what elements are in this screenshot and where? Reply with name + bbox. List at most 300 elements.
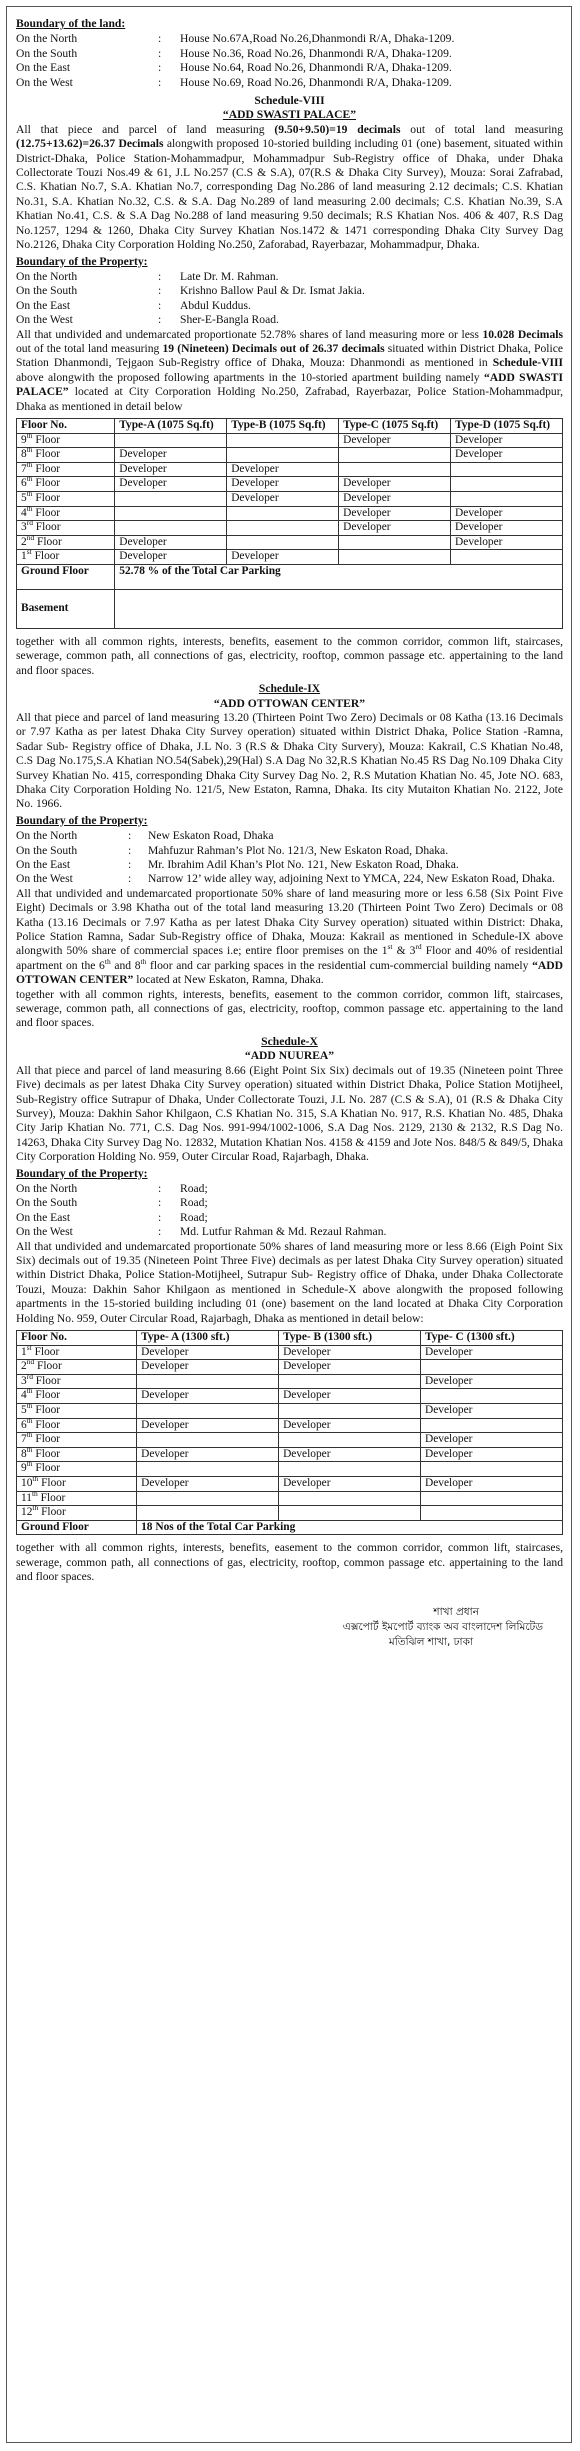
- column-header: Type-D (1075 Sq.ft): [451, 418, 563, 433]
- floor-label: [17, 1503, 137, 1521]
- allocation-cell: Developer: [227, 477, 339, 492]
- floor-row: [17, 1403, 563, 1418]
- floor-label: [17, 1357, 137, 1375]
- document-page: [6, 6, 572, 2443]
- floor-ordinal-suffix: th: [26, 445, 33, 455]
- allocation-cell: Developer: [115, 448, 227, 463]
- boundary-colon: :: [158, 1181, 162, 1195]
- allocation-cell: Developer: [451, 521, 563, 536]
- floor-word: Floor: [32, 462, 61, 475]
- allocation-cell: [451, 491, 563, 506]
- superscript: st: [387, 942, 393, 952]
- floor-word: Floor: [32, 433, 61, 446]
- boundary-value: New Eskaton Road, Dhaka: [148, 829, 274, 843]
- boundary-colon: :: [158, 284, 162, 298]
- floor-word: Floor: [32, 1447, 61, 1460]
- boundary-direction: On the East: [16, 61, 71, 75]
- allocation-cell: Developer: [279, 1476, 421, 1491]
- signature-block: [16, 1605, 563, 1650]
- allocation-cell: Developer: [451, 448, 563, 463]
- superscript: rd: [415, 942, 422, 952]
- allocation-cell: [279, 1433, 421, 1448]
- floor-word: Floor: [32, 1389, 61, 1402]
- allocation-cell: Developer: [115, 462, 227, 477]
- floor-label: [17, 1371, 137, 1389]
- ground-floor-label: Ground Floor: [17, 564, 115, 589]
- text-span: floor and car parking spaces in the residential cum-commercial building namely: [146, 958, 533, 972]
- allocation-cell: Developer: [227, 550, 339, 565]
- boundary-direction: On the South: [16, 843, 78, 857]
- boundary-direction: On the North: [16, 1181, 78, 1195]
- allocation-cell: [279, 1462, 421, 1477]
- schedule-viii-title: Schedule-VIII: [254, 94, 325, 108]
- text-span: and 8: [110, 958, 141, 972]
- column-header: Floor No.: [17, 418, 115, 433]
- floor-number: 2: [21, 1360, 27, 1373]
- floor-number: 5: [21, 1403, 27, 1416]
- floor-row: [17, 448, 563, 463]
- branch-name: মতিঝিল শাখা, ঢাকা: [388, 1635, 473, 1648]
- allocation-cell: Developer: [227, 491, 339, 506]
- floor-row: [17, 550, 563, 565]
- allocation-cell: Developer: [227, 462, 339, 477]
- floor-row: [17, 1389, 563, 1404]
- boundary-colon: :: [158, 61, 162, 75]
- allocation-cell: Developer: [421, 1476, 563, 1491]
- floor-ordinal-suffix: th: [32, 1503, 39, 1513]
- boundary-value: Road;: [180, 1181, 208, 1195]
- boundary-row: [16, 829, 563, 843]
- column-header: Type-B (1075 Sq.ft): [227, 418, 339, 433]
- floor-number: 7: [21, 462, 27, 475]
- floor-ordinal-suffix: th: [31, 1488, 38, 1498]
- schedule-viii-property-heading: Boundary of the Property:: [16, 254, 148, 268]
- bold-span: (9.50+9.50)=19 decimals: [274, 122, 401, 136]
- floor-ordinal-suffix: th: [26, 1444, 33, 1454]
- allocation-cell: [137, 1374, 279, 1389]
- boundary-direction: On the North: [16, 829, 78, 843]
- allocation-cell: [339, 462, 451, 477]
- boundary-direction: On the South: [16, 1196, 78, 1210]
- boundary-colon: :: [158, 46, 162, 60]
- text-span: All that undivided and undemarcated proportionate 52.78% shares of land measuring more or less: [16, 327, 483, 341]
- allocation-cell: [421, 1418, 563, 1433]
- boundary-row: [16, 872, 563, 886]
- allocation-cell: [421, 1389, 563, 1404]
- bold-span: Schedule-VIII: [492, 356, 563, 370]
- boundary-direction: On the East: [16, 858, 71, 871]
- allocation-cell: [137, 1462, 279, 1477]
- floor-number: 9: [21, 433, 27, 446]
- allocation-cell: Developer: [421, 1374, 563, 1389]
- allocation-cell: Developer: [421, 1447, 563, 1462]
- floor-word: Floor: [32, 1403, 61, 1416]
- allocation-cell: [115, 506, 227, 521]
- boundary-value: Road;: [180, 1196, 208, 1210]
- floor-row: [17, 433, 563, 448]
- schedule-x-property-heading: Boundary of the Property:: [16, 1166, 148, 1180]
- floor-number: 7: [21, 1433, 27, 1446]
- allocation-cell: [137, 1506, 279, 1521]
- floor-number: 5: [21, 491, 27, 504]
- boundary-value: Road;: [180, 1210, 208, 1224]
- allocation-cell: Developer: [137, 1389, 279, 1404]
- allocation-cell: Developer: [137, 1418, 279, 1433]
- allocation-cell: [451, 462, 563, 477]
- boundary-colon: :: [158, 298, 162, 312]
- boundary-colon: :: [158, 32, 162, 46]
- floor-ordinal-suffix: nd: [26, 1357, 35, 1367]
- schedule-viii-land-paragraph: [16, 123, 563, 253]
- floor-word: Floor: [34, 1360, 62, 1373]
- boundary-colon: :: [158, 75, 162, 89]
- allocation-cell: Developer: [421, 1433, 563, 1448]
- boundary-colon: :: [158, 1225, 162, 1239]
- floor-number: 8: [21, 448, 27, 461]
- allocation-cell: [279, 1491, 421, 1506]
- schedule-ix-land-paragraph: All that piece and parcel of land measuring 13.20 (Thirteen Point Two Zero) Decimals or 08 Katha (13.16 Decimals or 7.97 Katha as per latest Dhaka City Survey operation) situated within District Dhaka, Police Station -Ramna, Sadar Sub- Registry office of Dhaka, J.L No. 3 (R.S & Dhaka City Survery), Mouza: Kakrail, C.S Khatian No.48, C.S Dag No.175,S.A Khatian NO.54(Sabek),29(Hal) S.A Dag No 32,R.S Khatian No.45 RS Dag No.109 Dhaka City Survey Khatian No. 415, corresponding Dhaka City Survey Dag No. 2, R.S Mutation Khatian No. 45, Jote NO. 683, Dhaka City Corporation Holding No. 121/5, New Estaton, Ramna, Dhaka. Its city Mutaiton Khatian No. 2122, Jote No. 1966.: [16, 710, 563, 811]
- allocation-cell: [279, 1506, 421, 1521]
- basement-row: [17, 589, 563, 628]
- floor-label: [17, 547, 115, 565]
- boundary-row: [16, 299, 563, 313]
- floor-number: 8: [21, 1447, 27, 1460]
- schedule-ix-property-heading: Boundary of the Property:: [16, 813, 148, 827]
- floor-row: [17, 1462, 563, 1477]
- text-span: All that piece and parcel of land measuring: [16, 122, 275, 136]
- boundary-row: [16, 1211, 563, 1225]
- floor-row: [17, 1345, 563, 1360]
- allocation-cell: Developer: [339, 521, 451, 536]
- boundary-colon: :: [128, 858, 132, 871]
- land-boundary-heading: Boundary of the land:: [16, 17, 126, 30]
- allocation-cell: [227, 506, 339, 521]
- floor-row: [17, 521, 563, 536]
- bold-span: 10.028 Decimals: [482, 327, 563, 341]
- floor-label: [17, 1444, 137, 1462]
- boundary-value: House No.69, Road No.26, Dhanmondi R/A, Dhaka-1209.: [180, 75, 452, 89]
- allocation-cell: Developer: [421, 1345, 563, 1360]
- floor-ordinal-suffix: th: [26, 489, 33, 499]
- floor-word: Floor: [34, 535, 62, 548]
- allocation-cell: Developer: [279, 1418, 421, 1433]
- floor-ordinal-suffix: th: [26, 1430, 33, 1440]
- floor-row: [17, 1374, 563, 1389]
- floor-ordinal-suffix: st: [26, 547, 32, 557]
- text-span: located at City Corporation Holding No.250, Zafrabad, Rayerbazar, Police Station-Mohammadpur, Dhaka as mentioned in detail below: [16, 385, 563, 413]
- text-span: out of the total land measuring: [16, 341, 163, 355]
- boundary-direction: On the West: [16, 1225, 73, 1239]
- allocation-cell: [227, 521, 339, 536]
- table-header-row: [17, 1331, 563, 1346]
- floor-ordinal-suffix: th: [26, 1401, 33, 1411]
- boundary-colon: :: [158, 1196, 162, 1210]
- floor-number: 3: [21, 1374, 27, 1387]
- ground-floor-row: [17, 564, 563, 589]
- schedule-viii-floor-rows: [17, 430, 563, 564]
- floor-ordinal-suffix: th: [26, 1415, 33, 1425]
- schedule-ix-common-rights: together with all common rights, interests, benefits, easement to the common corridor, common lift, staircases, sewerage, common path, all connections of gas, electricity, rooftop, common passage etc. appertaining to the land and floor spaces.: [16, 987, 563, 1030]
- floor-word: Floor: [32, 1374, 61, 1387]
- boundary-value: Md. Lutfur Rahman & Md. Rezaul Rahman.: [180, 1225, 387, 1239]
- allocation-cell: [137, 1491, 279, 1506]
- schedule-ix-name: “ADD OTTOWAN CENTER”: [213, 696, 366, 710]
- floor-number: 11: [21, 1491, 32, 1504]
- allocation-cell: [115, 521, 227, 536]
- text-span: out of total land measuring: [400, 122, 564, 136]
- floor-number: 1: [21, 550, 27, 563]
- allocation-cell: Developer: [279, 1447, 421, 1462]
- floor-number: 2: [21, 535, 27, 548]
- allocation-cell: [279, 1403, 421, 1418]
- allocation-cell: [339, 535, 451, 550]
- boundary-direction: On the North: [16, 32, 78, 46]
- floor-number: 12: [21, 1506, 33, 1519]
- schedule-viii-floor-table: [16, 418, 563, 629]
- allocation-cell: [115, 491, 227, 506]
- boundary-row: [16, 61, 563, 75]
- boundary-row: [16, 1196, 563, 1210]
- boundary-direction: On the West: [16, 75, 73, 89]
- boundary-direction: On the North: [16, 269, 78, 283]
- boundary-direction: On the South: [16, 46, 78, 60]
- allocation-cell: [421, 1360, 563, 1375]
- boundary-direction: On the West: [16, 313, 73, 327]
- bold-span: “ADD OTTOWAN CENTER”: [16, 958, 563, 987]
- boundary-value: House No.67A,Road No.26,Dhanmondi R/A, Dhaka-1209.: [180, 32, 455, 46]
- bank-name: এক্সপোর্ট ইমপোর্ট ব্যাংক অব বাংলাদেশ লিমিটেড: [342, 1620, 543, 1633]
- schedule-x-share-paragraph: All that undivided and undemarcated proportionate 50% shares of land measuring more or less 8.66 (Eigh Point Six Six) decimals out of 19.35 (Nineteen Point Three Five) decimals as per latest Dhaka City Survey operation) situated within District Dhaka, Police Station-Motijheel, Sutrapur Sub- Registry office of Dhaka, under Dhaka Collectorate Touzi, Mouza: Dakhin Sahor Khilgaon as mentioned in Schedule-X above alongwith the proposed following apartments in the 15-storied building including 01 (one) basement on the land located at Dhaka City Corporation Holding No. 959, Outer Circular Road, Rajarbagh, Dhaka as mentioned in detail below:: [16, 1239, 563, 1325]
- text-span: located at New Eskaton, Ramna, Dhaka.: [133, 973, 324, 987]
- floor-word: Floor: [32, 506, 61, 519]
- schedule-ix-title: Schedule-IX: [258, 682, 321, 696]
- boundary-colon: :: [158, 1210, 162, 1224]
- boundary-value: Krishno Ballow Paul & Dr. Ismat Jakia.: [180, 284, 365, 298]
- floor-row: [17, 1506, 563, 1521]
- floor-row: [17, 1418, 563, 1433]
- text-span: & 3: [392, 944, 416, 958]
- boundary-value: Mr. Ibrahim Adil Khan’s Plot No. 121, New Eskaton Road, Dhaka.: [148, 858, 459, 871]
- boundary-row: [16, 32, 563, 46]
- text-span: All that undivided and undemarcated proportionate 50% share of land measuring more or less 6.58 (Six Point Five Eight) Decimals or 3.98 Khatha out of the total land measuring 13.20 (Thirteen Point Two Zero) Decimals or 08 Katha (13.16 Decimals or 7.97 Katha as per latest Dhaka City Survey operation) situated within District: Dhaka, Police Station Ramna, Sadar Sub-Registry office of Dhaka, Mouza: Kakrail as mentioned in Schedule-IX above alongwith 50% share of commercial spaces i.e; entire floor premises on the 1: [16, 886, 563, 958]
- ground-floor-text: 18 Nos of the Total Car Parking: [137, 1520, 563, 1535]
- column-header: Type- A (1300 sft.): [137, 1331, 279, 1346]
- boundary-colon: :: [128, 829, 132, 843]
- floor-number: 6: [21, 1418, 27, 1431]
- text-span: above alongwith the proposed following apartments in the 10-storied apartment building namely: [16, 370, 484, 384]
- allocation-cell: Developer: [421, 1403, 563, 1418]
- allocation-cell: Developer: [137, 1476, 279, 1491]
- superscript: th: [140, 956, 147, 966]
- boundary-row: [16, 313, 563, 327]
- floor-word: Floor: [38, 1476, 66, 1489]
- schedule-viii-property-table: [16, 270, 563, 328]
- schedule-x-floor-rows: [17, 1342, 563, 1520]
- boundary-row: [16, 270, 563, 284]
- allocation-cell: Developer: [279, 1345, 421, 1360]
- ground-floor-label: Ground Floor: [17, 1520, 137, 1535]
- boundary-value: Abdul Kuddus.: [180, 298, 251, 312]
- floor-row: [17, 1360, 563, 1375]
- allocation-cell: [339, 550, 451, 565]
- basement-empty-cell: [115, 589, 563, 628]
- allocation-cell: [339, 448, 451, 463]
- boundary-value: Sher-E-Bangla Road.: [180, 313, 279, 327]
- allocation-cell: Developer: [339, 433, 451, 448]
- allocation-cell: [421, 1491, 563, 1506]
- floor-row: [17, 506, 563, 521]
- column-header: Floor No.: [17, 1331, 137, 1346]
- bold-span: (12.75+13.62)=26.37 Decimals: [16, 137, 164, 151]
- ground-floor-text: 52.78 % of the Total Car Parking: [115, 564, 563, 589]
- schedule-x-title: Schedule-X: [261, 1034, 318, 1048]
- boundary-row: [16, 284, 563, 298]
- allocation-cell: [451, 550, 563, 565]
- floor-number: 6: [21, 477, 27, 490]
- schedule-viii-share-paragraph: [16, 328, 563, 414]
- allocation-cell: Developer: [115, 550, 227, 565]
- allocation-cell: [227, 535, 339, 550]
- land-boundary-table: [16, 32, 563, 90]
- boundary-value: House No.64, Road No.26, Dhanmondi R/A, Dhaka-1209.: [180, 61, 452, 75]
- boundary-value: Narrow 12’ wide alley way, adjoining Next to YMCA, 224, New Eskaton Road, Dhaka.: [148, 872, 555, 886]
- allocation-cell: [421, 1462, 563, 1477]
- floor-ordinal-suffix: th: [26, 459, 33, 469]
- floor-row: [17, 1447, 563, 1462]
- floor-word: Floor: [32, 1433, 61, 1446]
- floor-row: [17, 491, 563, 506]
- floor-word: Floor: [32, 1418, 61, 1431]
- boundary-row: [16, 844, 563, 858]
- allocation-cell: Developer: [451, 433, 563, 448]
- floor-label: [17, 1342, 137, 1360]
- floor-ordinal-suffix: nd: [26, 532, 35, 542]
- boundary-direction: On the East: [16, 1210, 71, 1224]
- column-header: Type- C (1300 sft.): [421, 1331, 563, 1346]
- schedule-viii-common-rights: together with all common rights, interests, benefits, easement to the common corridor, common lift, staircases, sewerage, common path, all connections of gas, electricity, rooftop, common passage etc. appertaining to the land and floor spaces.: [16, 634, 563, 677]
- boundary-colon: :: [128, 843, 132, 857]
- schedule-x-property-table: [16, 1182, 563, 1240]
- floor-label: [17, 1403, 137, 1418]
- floor-number: 1: [21, 1345, 27, 1358]
- allocation-cell: Developer: [339, 491, 451, 506]
- floor-number: 4: [21, 1389, 27, 1402]
- boundary-direction: On the East: [16, 298, 71, 312]
- floor-row: [17, 1491, 563, 1506]
- boundary-row: [16, 47, 563, 61]
- allocation-cell: Developer: [339, 477, 451, 492]
- floor-row: [17, 462, 563, 477]
- boundary-colon: :: [158, 313, 162, 327]
- floor-word: Floor: [32, 477, 61, 490]
- floor-label: [17, 1386, 137, 1404]
- floor-row: [17, 1433, 563, 1448]
- text-span: Floor and 40% of residential apartment on the 6: [16, 944, 563, 972]
- boundary-row: [16, 858, 563, 872]
- floor-row: [17, 477, 563, 492]
- floor-number: 9: [21, 1462, 27, 1475]
- allocation-cell: Developer: [115, 535, 227, 550]
- floor-word: Floor: [32, 521, 61, 534]
- floor-label: [17, 1415, 137, 1433]
- floor-ordinal-suffix: th: [26, 1386, 33, 1396]
- floor-number: 10: [21, 1476, 33, 1489]
- schedule-x-common-rights: together with all common rights, interests, benefits, easement to the common corridor, common lift, staircases, sewerage, common path, all connections of gas, electricity, rooftop, common passage etc. appertaining to the land and floor spaces.: [16, 1541, 563, 1584]
- column-header: Type-A (1075 Sq.ft): [115, 418, 227, 433]
- bold-span: “ADD SWASTI PALACE”: [16, 370, 564, 399]
- boundary-row: [16, 1182, 563, 1196]
- floor-ordinal-suffix: st: [26, 1342, 32, 1352]
- allocation-cell: Developer: [279, 1389, 421, 1404]
- floor-ordinal-suffix: rd: [26, 518, 33, 528]
- allocation-cell: Developer: [451, 535, 563, 550]
- text-span: situated within District Dhaka, Police Station Dhanmondi, Tejgaon Sub-Registry office of Dhaka, Mouza: Dhanmondi as mentioned in: [16, 341, 564, 370]
- floor-ordinal-suffix: th: [26, 430, 33, 440]
- floor-ordinal-suffix: th: [26, 1459, 33, 1469]
- text-span: alongwith proposed 10-storied building including 01 (one) basement, situated within District-Dhaka, Police Station-Mohammadpur, Mohammadpur Sub-Registry office of Dhaka, under Dhaka Collectorate Touzi Nos.49 & 61, J.L No.257 (C.S & S.A), 07(R.S & Dhaka City Survey), Mouza: Sorai Zafrabad, C.S. Khatian No.7, S.A. Khatian No.7, corresponding Dag No.286 of land measuring 2.12 decimals; C.S. Khatian No.31, S.A. Khatian No.32, C.S. & S.A. Dag No.289 of land measuring 2.00 decimals; C.S. Khatian No.39, S.A Khatian No.41, C.S. & S.A Dag No.288 of land measuring 9.50 decimals; R.S Khatian Nos. 406 & 407, R.S Dag No.1257, 1294 & 1260, Dhaka City Survey Khatian Nos.1472 & 1471 corresponding Dhaka City Survey Dag No.2126, Dhaka City Corporation Holding No.250, Zaforabad, Rayerbazar, Mohammadpur, Dhaka.: [16, 137, 564, 252]
- allocation-cell: Developer: [279, 1360, 421, 1375]
- floor-row: [17, 1476, 563, 1491]
- boundary-direction: On the West: [16, 872, 73, 886]
- allocation-cell: [421, 1506, 563, 1521]
- floor-word: Floor: [37, 1491, 66, 1504]
- allocation-cell: [137, 1403, 279, 1418]
- ground-floor-row: [17, 1520, 563, 1535]
- superscript: th: [104, 956, 111, 966]
- allocation-cell: Developer: [137, 1360, 279, 1375]
- boundary-value: Late Dr. M. Rahman.: [180, 269, 279, 283]
- schedule-ix-share-paragraph: [16, 887, 563, 988]
- boundary-colon: :: [158, 269, 162, 283]
- boundary-value: Mahfuzur Rahman’s Plot No. 121/3, New Eskaton Road, Dhaka.: [148, 843, 449, 857]
- schedule-viii-name: “ADD SWASTI PALACE”: [222, 108, 357, 122]
- floor-ordinal-suffix: rd: [26, 1371, 33, 1381]
- floor-ordinal-suffix: th: [32, 1474, 39, 1484]
- allocation-cell: Developer: [137, 1345, 279, 1360]
- bold-span: 19 (Nineteen) Decimals out of 26.37 decimals: [162, 341, 385, 355]
- floor-word: Floor: [38, 1506, 66, 1519]
- boundary-direction: On the South: [16, 284, 78, 298]
- floor-number: 3: [21, 521, 27, 534]
- allocation-cell: [279, 1374, 421, 1389]
- allocation-cell: Developer: [451, 506, 563, 521]
- allocation-cell: Developer: [339, 506, 451, 521]
- allocation-cell: Developer: [137, 1447, 279, 1462]
- floor-label: [17, 1430, 137, 1448]
- boundary-value: House No.36, Road No.26, Dhanmondi R/A, Dhaka-1209.: [180, 46, 452, 60]
- allocation-cell: [227, 433, 339, 448]
- allocation-cell: [227, 448, 339, 463]
- basement-label: Basement: [17, 589, 115, 628]
- floor-ordinal-suffix: th: [26, 503, 33, 513]
- allocation-cell: [451, 477, 563, 492]
- floor-ordinal-suffix: th: [26, 474, 33, 484]
- schedule-x-floor-table: [16, 1330, 563, 1535]
- floor-number: 4: [21, 506, 27, 519]
- signatory-title: শাখা প্রধান: [433, 1605, 479, 1618]
- floor-word: Floor: [32, 1462, 61, 1475]
- schedule-ix-property-table: [16, 829, 563, 887]
- schedule-x-name: “ADD NUUREA”: [244, 1049, 335, 1063]
- boundary-row: [16, 76, 563, 90]
- boundary-colon: :: [128, 872, 132, 886]
- allocation-cell: [115, 433, 227, 448]
- allocation-cell: [137, 1433, 279, 1448]
- floor-word: Floor: [31, 1345, 60, 1358]
- schedule-x-land-paragraph: All that piece and parcel of land measuring 8.66 (Eight Point Six Six) decimals out of 19.35 (Nineteen point Three Five) decimals as per latest Dhaka City Survey operation) situated within District Dhaka, Police Station Motijheel, Sub-Registry office Sutrapur of Dhaka, Under Collectorate Touzi, J.L No. 287 (C.S & S.A), 01 (R.S & Dhaka City Survey), Mouza: Dakhin Sahor Khilgaon, C.S Khatian No. 315, S.A Khatian No. 917, R.S. Khatian No. 485, Dhaka City Jarip Khatian No. 771, C.S. Dag Nos. 991-994/1002-1006, S.A Dag Nos. 2129, 2130 & 2132, R.S Dag No. 14263, Dhaka City Survey Dag No. 12832, Mutation Khatian Nos. 4158 & 4159 and Jote Nos. 848/5 & 849/5, Dhaka City Corporation Holding No. 959, Outer Circular Road, Rajarbagh, Dhaka.: [16, 1063, 563, 1164]
- floor-word: Floor: [32, 491, 61, 504]
- floor-word: Floor: [32, 448, 61, 461]
